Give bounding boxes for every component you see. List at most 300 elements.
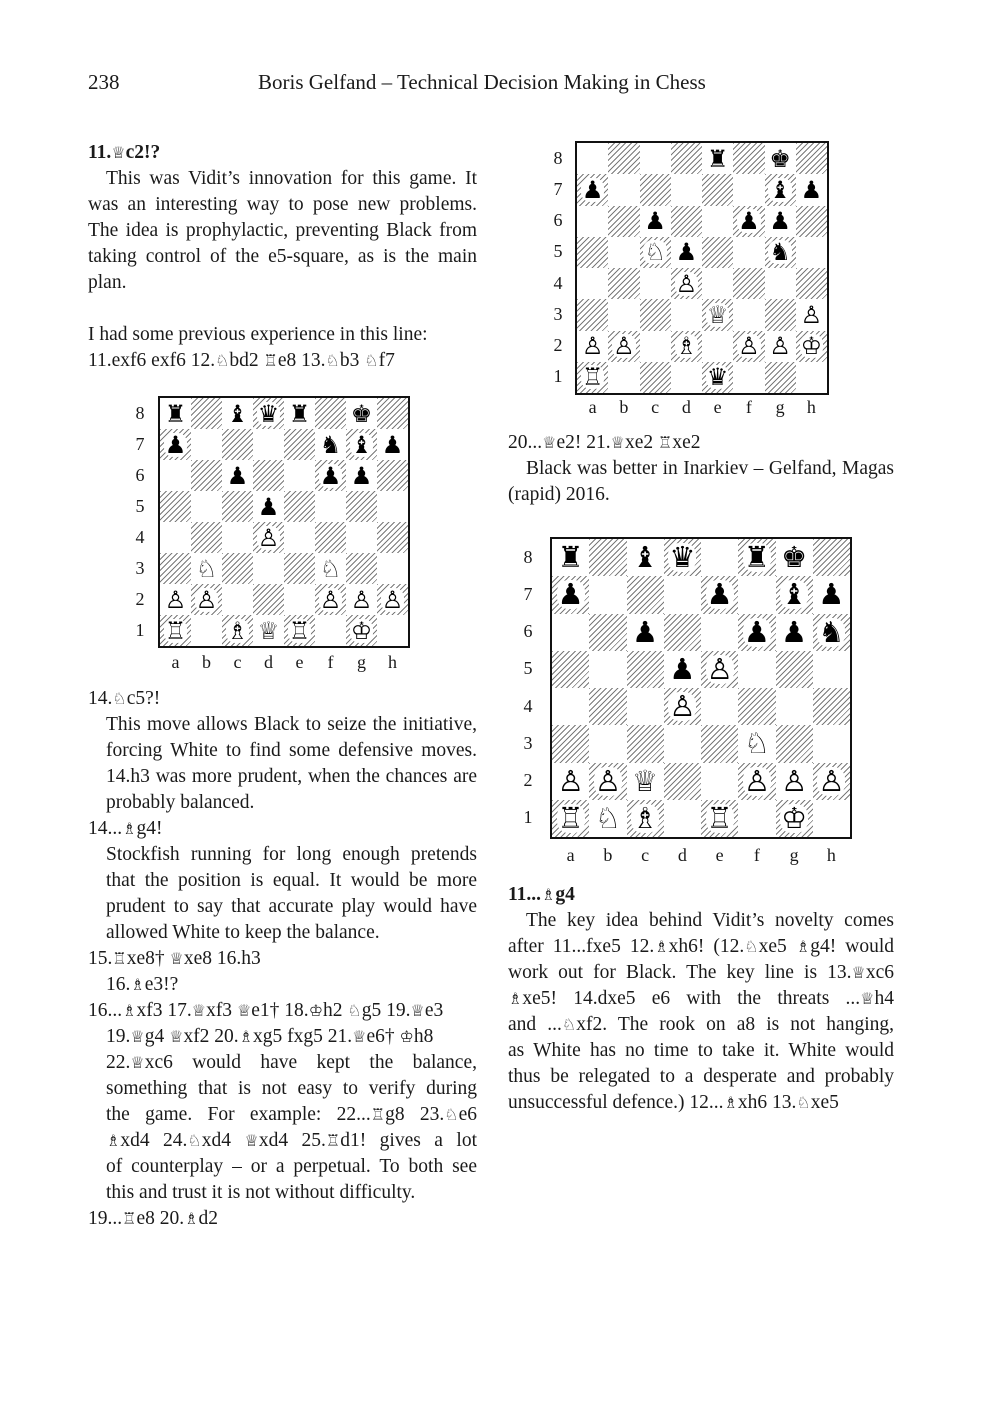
white-rook-e1: ♖: [288, 616, 311, 645]
square-f7: [733, 174, 764, 205]
black-pawn-d5: ♟: [675, 238, 698, 267]
square-a3: [552, 725, 589, 762]
white-knight-b3: ♘: [195, 554, 218, 583]
square-b3: [608, 299, 639, 330]
square-c1: [640, 362, 671, 393]
white-knight-f3: ♘: [743, 726, 770, 761]
square-d3: [253, 553, 284, 584]
square-f2: [733, 331, 764, 362]
black-knight-h6: ♞: [818, 614, 845, 649]
square-e3: [701, 725, 738, 762]
square-a4: [552, 688, 589, 725]
white-pawn-a2: ♙: [581, 332, 604, 361]
file-label-c: c: [651, 397, 660, 417]
paragraph-previous-experience: I had some previous experience in this line: 11.exf6 exf6 12.♘bd2 ♖e8 13.♘b3 ♘f7: [88, 324, 428, 371]
move-heading-11-qc2: 11.♕c2!?: [88, 142, 161, 163]
black-pawn-f6: ♟: [319, 461, 342, 490]
black-pawn-h7: ♟: [800, 175, 823, 204]
black-pawn-e7: ♟: [706, 577, 733, 612]
square-g7: [765, 174, 796, 205]
square-a3: [160, 553, 191, 584]
square-e3: [284, 553, 315, 584]
white-knight-c5: ♘: [644, 238, 666, 267]
square-f6: [315, 460, 346, 491]
square-f4: [733, 268, 764, 299]
square-h4: [377, 522, 408, 553]
square-a2: [577, 331, 608, 362]
white-queen-c2: ♕: [632, 763, 659, 798]
square-b7: [191, 429, 222, 460]
square-a1: [552, 800, 589, 837]
white-rook-e1: ♖: [706, 800, 733, 835]
file-label-a: a: [171, 652, 180, 672]
paragraph-black-better: Black was better in Inarkiev – Gelfand, Magas (rapid) 2016.: [508, 458, 894, 505]
rank-label-7: 7: [523, 583, 533, 604]
square-g2: [346, 584, 377, 615]
rank-label-2: 2: [553, 335, 563, 356]
square-h3: [377, 553, 408, 584]
square-b4: [191, 522, 222, 553]
rank-label-4: 4: [523, 695, 533, 716]
square-h8: [796, 143, 827, 174]
rank-label-4: 4: [553, 272, 563, 293]
square-g8: [765, 143, 796, 174]
square-h4: [813, 688, 850, 725]
square-h6: [813, 614, 850, 651]
black-rook-a8: ♜: [164, 399, 187, 428]
square-d1: [671, 362, 702, 393]
square-d2: [664, 763, 701, 800]
square-a1: [160, 615, 191, 646]
file-label-a: a: [588, 397, 597, 417]
square-c1: [627, 800, 664, 837]
rank-label-2: 2: [135, 588, 145, 609]
white-pawn-h3: ♙: [800, 300, 823, 329]
square-b6: [191, 460, 222, 491]
square-d6: [664, 614, 701, 651]
file-label-g: g: [357, 652, 366, 672]
chess-diagram-bottom-right: [550, 537, 852, 839]
square-e2: [702, 331, 733, 362]
square-b3: [191, 553, 222, 584]
square-b1: [191, 615, 222, 646]
square-c1: [222, 615, 253, 646]
square-a7: [577, 174, 608, 205]
black-knight-g5: ♞: [769, 238, 791, 267]
square-c8: [627, 539, 664, 576]
square-g6: [776, 614, 813, 651]
white-pawn-f2: ♙: [319, 585, 342, 614]
square-h7: [813, 576, 850, 613]
square-b7: [589, 576, 626, 613]
square-g7: [346, 429, 377, 460]
black-bishop-g7: ♝: [769, 175, 791, 204]
square-e8: [702, 143, 733, 174]
square-c2: [627, 763, 664, 800]
white-pawn-g2: ♙: [781, 763, 808, 798]
square-f4: [315, 522, 346, 553]
square-f8: [738, 539, 775, 576]
white-knight-b1: ♘: [594, 800, 621, 835]
square-g3: [765, 299, 796, 330]
black-pawn-c6: ♟: [644, 207, 666, 236]
black-pawn-a7: ♟: [581, 175, 604, 204]
file-label-h: h: [388, 652, 397, 672]
white-queen-e3: ♕: [706, 300, 729, 329]
move-heading-11-bg4: 11...♗g4: [508, 884, 575, 905]
square-b5: [191, 491, 222, 522]
square-a6: [552, 614, 589, 651]
white-pawn-g2: ♙: [769, 332, 791, 361]
square-f1: [738, 800, 775, 837]
square-e2: [284, 584, 315, 615]
black-pawn-d5: ♟: [669, 651, 696, 686]
square-f4: [738, 688, 775, 725]
white-pawn-b2: ♙: [195, 585, 218, 614]
rank-label-3: 3: [135, 557, 145, 578]
paragraph-stockfish: Stockfish running for long enough pretends that the position is equal. It would be more prudent to say that accurate play would have allowed White to keep the balance.: [106, 844, 477, 943]
square-g5: [346, 491, 377, 522]
square-d8: [664, 539, 701, 576]
square-f8: [315, 398, 346, 429]
paragraph-seize-initiative: This move allows Black to seize the initiative, forcing White to find some defensive moves. 14.h3 was more prudent, when the chances are probably balanced.: [106, 714, 477, 813]
square-e6: [701, 614, 738, 651]
white-pawn-e5: ♙: [706, 651, 733, 686]
square-e1: [701, 800, 738, 837]
square-g7: [776, 576, 813, 613]
move-15-rxe8: 15.♖xe8† ♕xe8 16.h3: [88, 948, 261, 969]
square-f5: [733, 237, 764, 268]
square-a7: [552, 576, 589, 613]
black-queen-e1: ♛: [706, 363, 729, 392]
square-e8: [701, 539, 738, 576]
white-queen-d1: ♕: [257, 616, 280, 645]
square-f1: [733, 362, 764, 393]
white-king-h2: ♔: [800, 332, 823, 361]
square-g6: [346, 460, 377, 491]
file-label-b: b: [202, 652, 211, 672]
file-label-c: c: [641, 845, 650, 865]
black-pawn-c6: ♟: [632, 614, 659, 649]
black-rook-e8: ♜: [288, 399, 311, 428]
square-g8: [776, 539, 813, 576]
square-f7: [315, 429, 346, 460]
move-14-nc5: 14.♘c5?!: [88, 688, 161, 709]
square-g2: [765, 331, 796, 362]
square-b3: [589, 725, 626, 762]
square-b4: [589, 688, 626, 725]
black-pawn-a7: ♟: [164, 430, 187, 459]
file-label-c: c: [233, 652, 242, 672]
square-c3: [627, 725, 664, 762]
black-rook-a8: ♜: [557, 540, 584, 575]
white-rook-a1: ♖: [557, 800, 584, 835]
black-queen-d8: ♛: [257, 399, 280, 428]
white-pawn-f2: ♙: [743, 763, 770, 798]
square-e8: [284, 398, 315, 429]
square-g2: [776, 763, 813, 800]
square-a2: [160, 584, 191, 615]
square-h2: [377, 584, 408, 615]
move-19-re8: 19...♖e8 20.♗d2: [88, 1208, 218, 1229]
black-bishop-g7: ♝: [781, 577, 808, 612]
square-g1: [346, 615, 377, 646]
white-bishop-d2: ♗: [675, 332, 698, 361]
square-b8: [589, 539, 626, 576]
square-c8: [222, 398, 253, 429]
square-c2: [640, 331, 671, 362]
square-a5: [552, 651, 589, 688]
square-a1: [577, 362, 608, 393]
square-b2: [608, 331, 639, 362]
square-f2: [738, 763, 775, 800]
square-a2: [552, 763, 589, 800]
rank-label-1: 1: [553, 366, 563, 387]
square-a6: [577, 206, 608, 237]
square-d1: [664, 800, 701, 837]
rank-label-8: 8: [135, 402, 145, 423]
square-d2: [253, 584, 284, 615]
rank-label-3: 3: [553, 303, 563, 324]
square-c5: [640, 237, 671, 268]
square-d5: [253, 491, 284, 522]
square-e1: [702, 362, 733, 393]
file-label-a: a: [566, 845, 575, 865]
black-pawn-g6: ♟: [350, 461, 373, 490]
square-d7: [253, 429, 284, 460]
paragraph-innovation: This was Vidit’s innovation for this game. It was an interesting way to pose new problems. The idea is prophylactic, preventing Black from taking control of the e5-square, as is the main plan.: [88, 168, 477, 293]
square-h7: [377, 429, 408, 460]
square-d4: [253, 522, 284, 553]
white-rook-a1: ♖: [164, 616, 187, 645]
square-f3: [733, 299, 764, 330]
square-g5: [776, 651, 813, 688]
square-b6: [589, 614, 626, 651]
square-c5: [627, 651, 664, 688]
move-16-be3: 16.♗e3!?: [106, 974, 179, 995]
square-h5: [813, 651, 850, 688]
black-pawn-g6: ♟: [781, 614, 808, 649]
square-f6: [738, 614, 775, 651]
file-label-d: d: [264, 652, 273, 672]
square-d5: [664, 651, 701, 688]
square-b5: [608, 237, 639, 268]
white-pawn-a2: ♙: [164, 585, 187, 614]
square-e7: [702, 174, 733, 205]
rank-label-2: 2: [523, 770, 533, 791]
white-bishop-c1: ♗: [226, 616, 249, 645]
square-e4: [701, 688, 738, 725]
square-f5: [315, 491, 346, 522]
white-king-g1: ♔: [350, 616, 373, 645]
square-e6: [284, 460, 315, 491]
square-h1: [813, 800, 850, 837]
square-a4: [160, 522, 191, 553]
black-pawn-c6: ♟: [226, 461, 249, 490]
file-label-f: f: [753, 845, 760, 865]
black-bishop-c8: ♝: [226, 399, 249, 428]
square-g4: [346, 522, 377, 553]
white-bishop-c1: ♗: [632, 800, 659, 835]
square-e6: [702, 206, 733, 237]
black-pawn-d5: ♟: [257, 492, 280, 521]
rank-label-1: 1: [135, 619, 145, 640]
white-pawn-h2: ♙: [381, 585, 404, 614]
file-label-h: h: [806, 397, 816, 417]
white-pawn-a2: ♙: [557, 763, 584, 798]
square-g4: [765, 268, 796, 299]
square-b8: [191, 398, 222, 429]
rank-label-7: 7: [135, 433, 145, 454]
square-a3: [577, 299, 608, 330]
black-rook-e8: ♜: [706, 144, 729, 173]
rank-label-3: 3: [523, 732, 533, 753]
black-bishop-c8: ♝: [632, 540, 659, 575]
square-b2: [589, 763, 626, 800]
black-pawn-h7: ♟: [818, 577, 845, 612]
chess-diagram-left: [158, 396, 410, 648]
square-h1: [377, 615, 408, 646]
square-c2: [222, 584, 253, 615]
file-label-f: f: [327, 652, 334, 672]
square-h6: [377, 460, 408, 491]
square-d3: [664, 725, 701, 762]
white-pawn-b2: ♙: [613, 332, 635, 361]
square-a8: [577, 143, 608, 174]
move-20-qe2: 20...♕e2! 21.♕xe2 ♖xe2: [508, 432, 701, 453]
square-c4: [640, 268, 671, 299]
square-h5: [377, 491, 408, 522]
rank-label-6: 6: [523, 621, 533, 642]
white-rook-a1: ♖: [581, 363, 604, 392]
square-b2: [191, 584, 222, 615]
page-number: 238: [88, 70, 120, 94]
square-e3: [702, 299, 733, 330]
square-c5: [222, 491, 253, 522]
square-b4: [608, 268, 639, 299]
square-h6: [796, 206, 827, 237]
square-a7: [160, 429, 191, 460]
file-label-d: d: [681, 397, 691, 417]
square-c7: [640, 174, 671, 205]
square-f1: [315, 615, 346, 646]
square-g5: [765, 237, 796, 268]
square-f8: [733, 143, 764, 174]
white-knight-f3: ♘: [319, 554, 342, 583]
square-d7: [664, 576, 701, 613]
square-h2: [796, 331, 827, 362]
square-b5: [589, 651, 626, 688]
square-f3: [738, 725, 775, 762]
square-a5: [577, 237, 608, 268]
square-a6: [160, 460, 191, 491]
square-d2: [671, 331, 702, 362]
square-c4: [222, 522, 253, 553]
square-b6: [608, 206, 639, 237]
rank-label-5: 5: [135, 495, 145, 516]
square-d3: [671, 299, 702, 330]
square-h8: [813, 539, 850, 576]
black-pawn-g6: ♟: [769, 207, 791, 236]
file-label-b: b: [603, 845, 613, 865]
rank-label-1: 1: [523, 807, 533, 828]
black-queen-d8: ♛: [669, 540, 696, 575]
file-label-f: f: [745, 397, 752, 417]
square-e5: [702, 237, 733, 268]
file-label-d: d: [677, 845, 687, 865]
square-h2: [813, 763, 850, 800]
square-g3: [346, 553, 377, 584]
white-pawn-d4: ♙: [669, 689, 696, 724]
square-c4: [627, 688, 664, 725]
square-g1: [765, 362, 796, 393]
rank-label-8: 8: [553, 147, 563, 168]
square-d8: [671, 143, 702, 174]
black-pawn-h7: ♟: [381, 430, 404, 459]
black-rook-f8: ♜: [743, 540, 770, 575]
square-c3: [640, 299, 671, 330]
rank-label-7: 7: [553, 178, 563, 199]
square-e7: [701, 576, 738, 613]
square-b1: [608, 362, 639, 393]
file-label-g: g: [775, 397, 785, 417]
square-c6: [627, 614, 664, 651]
black-knight-f7: ♞: [319, 430, 342, 459]
square-d4: [671, 268, 702, 299]
square-b1: [589, 800, 626, 837]
square-a8: [160, 398, 191, 429]
square-d8: [253, 398, 284, 429]
square-g3: [776, 725, 813, 762]
move-14-bg4: 14...♗g4!: [88, 818, 163, 839]
square-c8: [640, 143, 671, 174]
paragraph-key-idea: The key idea behind Vidit’s novelty comes after 11...fxe5 12.♗xh6! (12.♘xe5 ♗g4! would work out for Black. The key line is 13.♕xc6 ♗xe5! 14.dxe5 e6 with the threats ...♕h4 and ...♘xf2. The rook on a8 is not hanging, as White has no time to take it. White would thus be relegated to a desperate and probably unsuccessful defence.) 12...♗xh6 13.♘xe5: [508, 910, 895, 1113]
square-f7: [738, 576, 775, 613]
square-h1: [796, 362, 827, 393]
rank-label-5: 5: [553, 241, 563, 262]
square-d6: [671, 206, 702, 237]
black-pawn-f6: ♟: [738, 207, 760, 236]
square-e5: [701, 651, 738, 688]
file-label-e: e: [295, 652, 304, 672]
square-d1: [253, 615, 284, 646]
square-b7: [608, 174, 639, 205]
rank-label-6: 6: [135, 464, 145, 485]
square-e2: [701, 763, 738, 800]
rank-label-6: 6: [553, 210, 563, 231]
rank-label-4: 4: [135, 526, 145, 547]
white-king-g1: ♔: [781, 800, 808, 835]
square-d7: [671, 174, 702, 205]
square-e7: [284, 429, 315, 460]
white-pawn-h2: ♙: [818, 763, 845, 798]
white-pawn-d4: ♙: [675, 269, 698, 298]
square-e4: [702, 268, 733, 299]
chess-diagram-top-right: [575, 141, 829, 395]
square-h4: [796, 268, 827, 299]
square-h8: [377, 398, 408, 429]
paragraph-variation-16: 16...♗xf3 17.♕xf3 ♕e1† 18.♔h2 ♘g5 19.♕e3 19.♕g4 ♕xf2 20.♗xg5 fxg5 21.♕e6† ♔h8 22.♕xc6 would have kept the balance, something that is not easy to verify during the game. For example: 22...♖g8 23.♘e6 ♗xd4 24.♘xd4 ♕xd4 25.♖d1! gives a lot of counterplay – or a perpetual. To both see this and trust it is not without difficulty.: [88, 1000, 478, 1203]
square-d4: [664, 688, 701, 725]
square-h3: [796, 299, 827, 330]
white-pawn-d4: ♙: [257, 523, 280, 552]
square-f3: [315, 553, 346, 584]
black-king-g8: ♚: [781, 540, 808, 575]
square-b8: [608, 143, 639, 174]
file-label-e: e: [713, 397, 722, 417]
square-e4: [284, 522, 315, 553]
file-label-e: e: [715, 845, 724, 865]
